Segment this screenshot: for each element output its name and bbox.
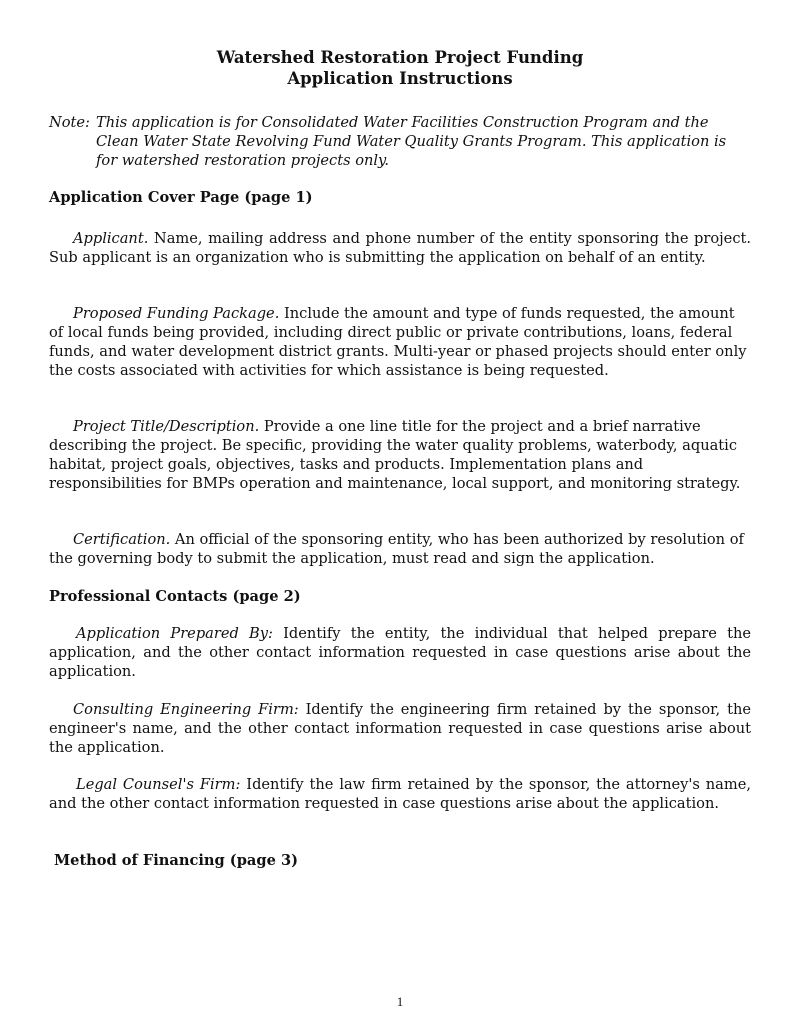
section-heading: Application Cover Page (page 1) bbox=[49, 189, 313, 206]
paragraph-text: Identify the entity, the individual that helped prepare the application, and the other contact information requested in case questions arise about the application. bbox=[49, 625, 751, 680]
note-label: Note: bbox=[49, 114, 90, 131]
note bbox=[49, 113, 751, 170]
title-line-1: Watershed Restoration Project Funding bbox=[216, 48, 584, 67]
term: Application Prepared By: bbox=[76, 625, 273, 642]
term: Legal Counsel's Firm: bbox=[76, 776, 241, 793]
paragraph-project-title bbox=[49, 417, 751, 493]
paragraph-text: Provide a one line title for the project and a brief narrative describing the project. Be specific, providing the water quality problems, waterbody, aquatic habitat, project goals, objectives, tasks and products. Implementation plans and responsibilities for BMPs operation and maintenance, local support, and monitoring strategy. bbox=[49, 418, 741, 492]
paragraph-text: An official of the sponsoring entity, who has been authorized by resolution of the governing body to submit the application, must read and sign the application. bbox=[49, 531, 744, 567]
section-heading: Professional Contacts (page 2) bbox=[49, 588, 301, 605]
document-title bbox=[0, 47, 800, 89]
paragraph-engineering-firm bbox=[49, 700, 751, 757]
paragraph-text: Identify the law firm retained by the sponsor, the attorney's name, and the other contact information requested in case questions arise about the application. bbox=[49, 776, 751, 812]
paragraph-prepared-by bbox=[49, 624, 751, 681]
term: Project Title/Description. bbox=[73, 418, 260, 435]
page-number: 1 bbox=[396, 994, 404, 1009]
paragraph-text: Include the amount and type of funds requested, the amount of local funds being provided, including direct public or private contributions, loans, federal funds, and water development district grants. Multi-year or phased projects should enter only the costs associated with activities for which assistance is being requested. bbox=[49, 305, 747, 379]
paragraph-certification bbox=[49, 530, 751, 568]
section-heading: Method of Financing (page 3) bbox=[54, 852, 299, 869]
paragraph-text: Identify the engineering firm retained by the sponsor, the engineer's name, and the other contact information requested in case questions arise about the application. bbox=[49, 701, 751, 756]
term: Applicant. bbox=[73, 230, 149, 247]
term: Certification. bbox=[73, 531, 171, 548]
paragraph-applicant bbox=[49, 229, 751, 267]
term: Proposed Funding Package. bbox=[73, 305, 280, 322]
title-line-2: Application Instructions bbox=[287, 69, 513, 88]
note-text: This application is for Consolidated Water Facilities Construction Program and the Clean Water State Revolving Fund Water Quality Grants Program. This application is for watershed restoration projects only. bbox=[96, 114, 727, 169]
paragraph-legal-counsel bbox=[49, 775, 751, 813]
term: Consulting Engineering Firm: bbox=[73, 701, 299, 718]
paragraph-funding-package bbox=[49, 304, 751, 380]
paragraph-text: Name, mailing address and phone number of the entity sponsoring the project. Sub applicant is an organization who is submitting the application on behalf of an entity. bbox=[49, 230, 751, 266]
